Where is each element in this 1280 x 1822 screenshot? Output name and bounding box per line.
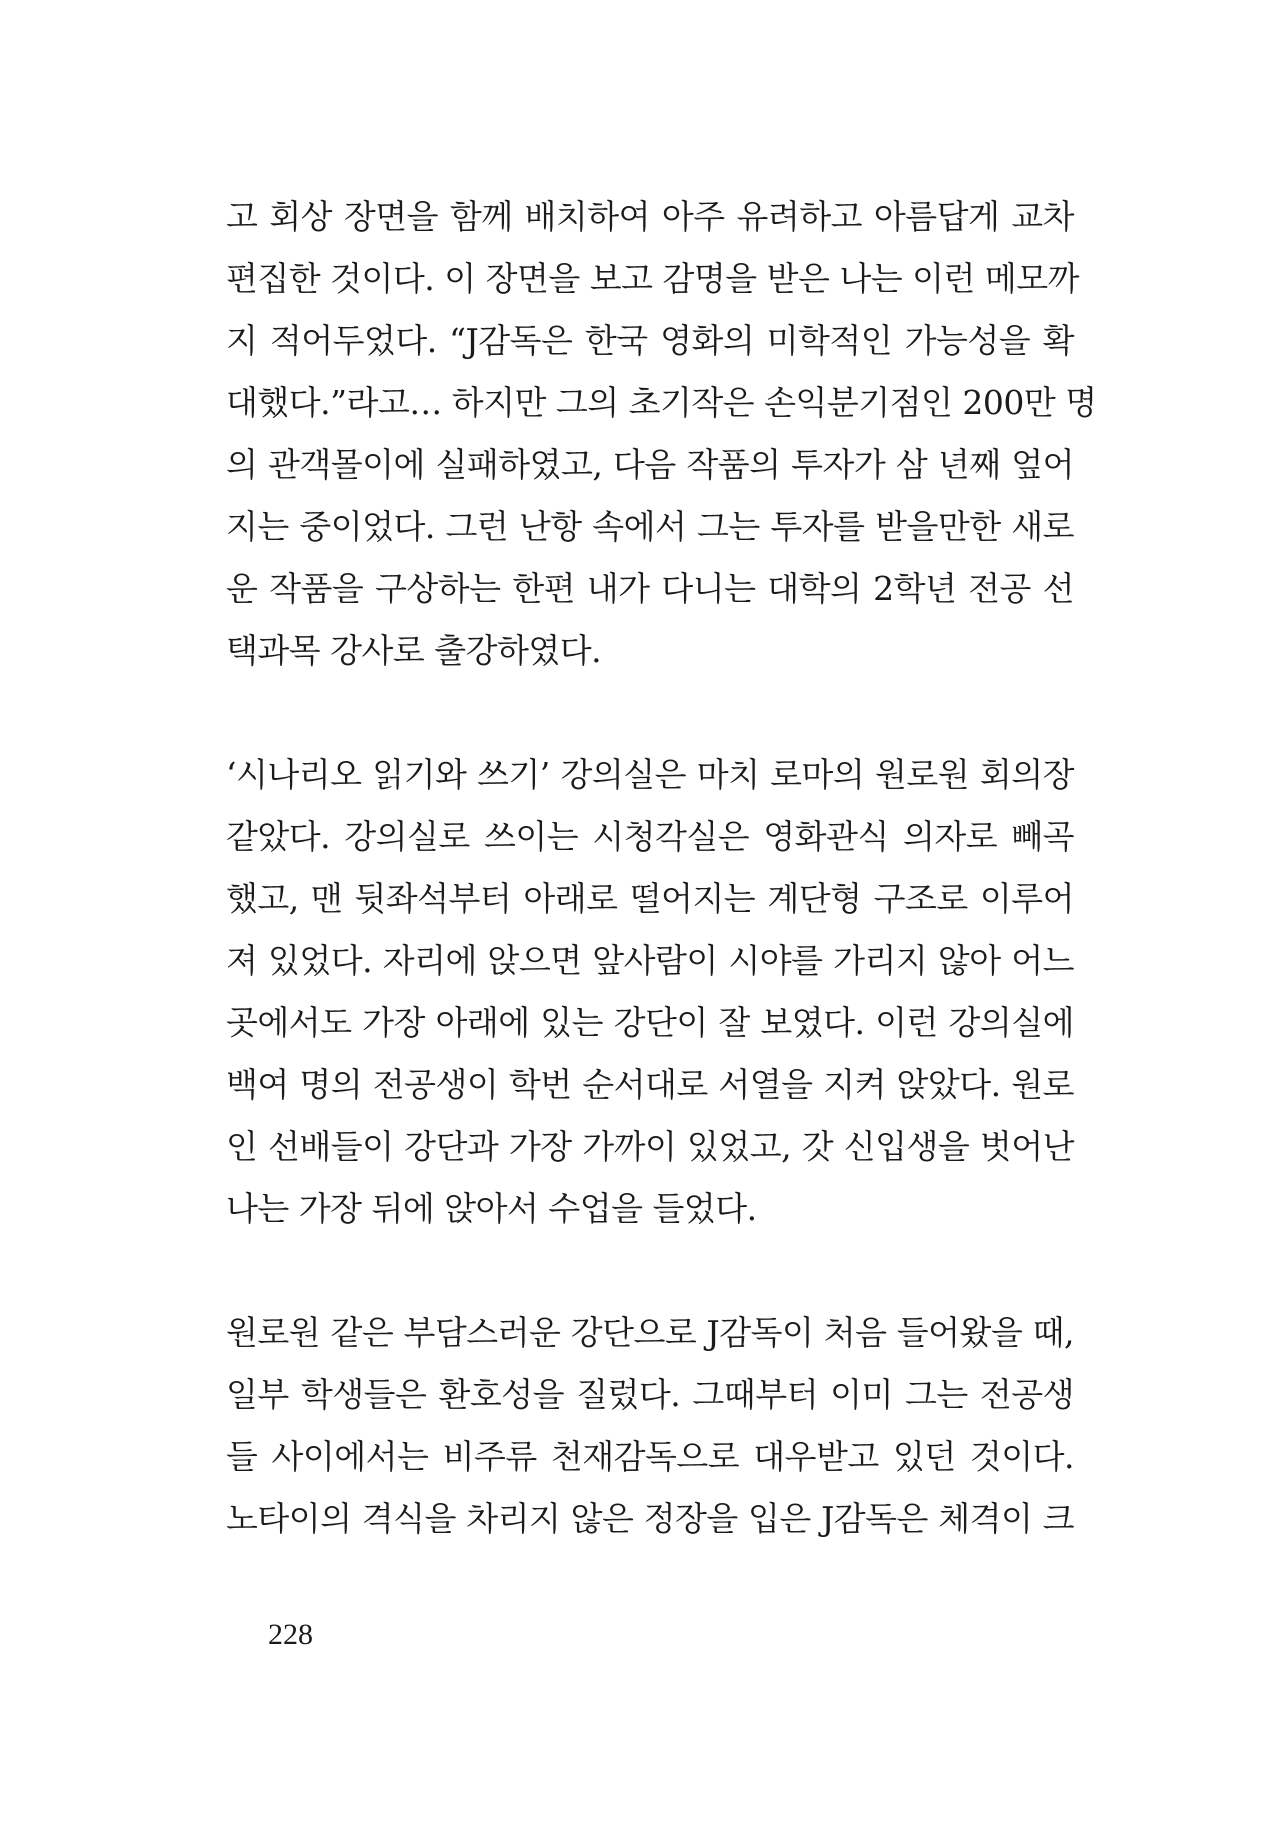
text-line: 고 회상 장면을 함께 배치하여 아주 유려하고 아름답게 교차	[226, 197, 1074, 236]
text-line: 백여 명의 전공생이 학번 순서대로 서열을 지켜 앉았다. 원로	[226, 1065, 1074, 1104]
text-line: 했고, 맨 뒷좌석부터 아래로 떨어지는 계단형 구조로 이루어	[226, 879, 1074, 918]
text-line: 나는 가장 뒤에 앉아서 수업을 들었다.	[226, 1189, 757, 1228]
text-line: 져 있었다. 자리에 앉으면 앞사람이 시야를 가리지 않아 어느	[226, 941, 1074, 980]
paragraph-2	[226, 744, 1074, 1240]
paragraph-1	[226, 186, 1097, 682]
text-line: 들 사이에서는 비주류 천재감독으로 대우받고 있던 것이다.	[226, 1437, 1074, 1476]
paragraph-3	[226, 1302, 1074, 1550]
text-line: 편집한 것이다. 이 장면을 보고 감명을 받은 나는 이런 메모까	[226, 259, 1079, 298]
text-line: 일부 학생들은 환호성을 질렀다. 그때부터 이미 그는 전공생	[226, 1375, 1074, 1414]
text-line: 지 적어두었다. “J감독은 한국 영화의 미학적인 가능성을 확	[226, 321, 1074, 360]
text-line: 운 작품을 구상하는 한편 내가 다니는 대학의 2학년 전공 선	[226, 569, 1074, 608]
text-line: 같았다. 강의실로 쓰이는 시청각실은 영화관식 의자로 빼곡	[226, 817, 1074, 856]
text-line: 원로원 같은 부담스러운 강단으로 J감독이 처음 들어왔을 때,	[226, 1313, 1074, 1352]
text-line: 지는 중이었다. 그런 난항 속에서 그는 투자를 받을만한 새로	[226, 507, 1074, 546]
page-number: 228	[268, 1618, 313, 1651]
text-line: ‘시나리오 읽기와 쓰기’ 강의실은 마치 로마의 원로원 회의장	[226, 755, 1074, 794]
text-line: 택과목 강사로 출강하였다.	[226, 631, 602, 670]
paragraph-spacer	[226, 682, 1074, 744]
text-line: 곳에서도 가장 아래에 있는 강단이 잘 보였다. 이런 강의실에	[226, 1003, 1074, 1042]
body-text	[226, 186, 1097, 1550]
text-line: 의 관객몰이에 실패하였고, 다음 작품의 투자가 삼 년째 엎어	[226, 445, 1074, 484]
text-line: 노타이의 격식을 차리지 않은 정장을 입은 J감독은 체격이 크	[226, 1499, 1074, 1538]
text-line: 대했다.”라고… 하지만 그의 초기작은 손익분기점인 200만 명	[226, 383, 1097, 422]
text-line: 인 선배들이 강단과 가장 가까이 있었고, 갓 신입생을 벗어난	[226, 1127, 1074, 1166]
paragraph-spacer	[226, 1240, 1074, 1302]
